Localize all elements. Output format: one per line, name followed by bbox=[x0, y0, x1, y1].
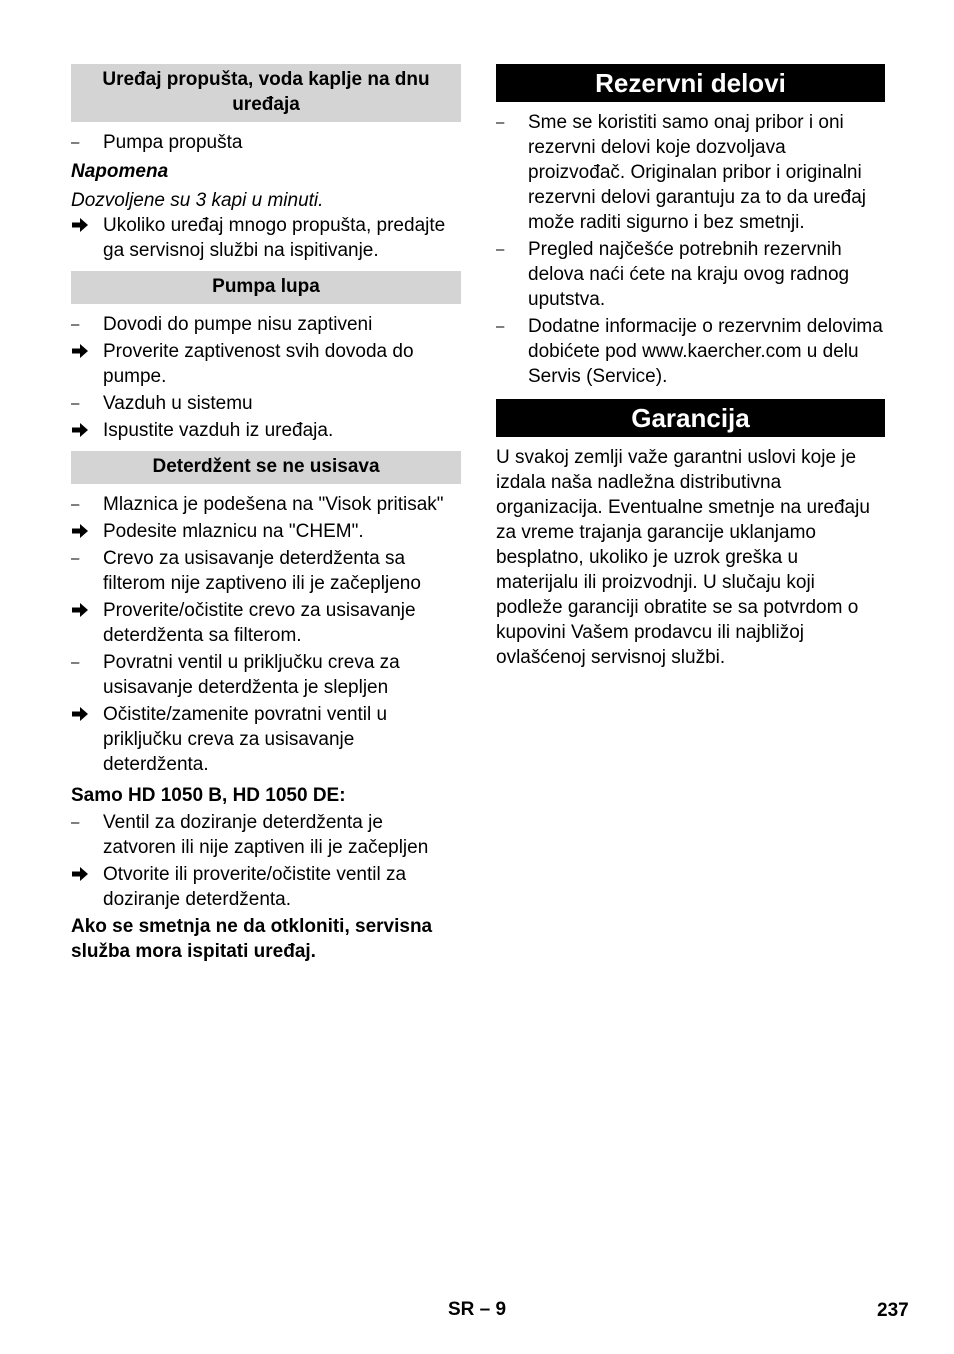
action-item bbox=[71, 598, 461, 648]
heading-leak: Uređaj propušta, voda kaplje na dnu uređaja bbox=[71, 64, 461, 122]
dash-marker: – bbox=[71, 395, 80, 412]
arrow-right-icon bbox=[71, 213, 99, 241]
cause-item bbox=[71, 810, 461, 860]
models-label: Samo HD 1050 B, HD 1050 DE: bbox=[71, 785, 346, 806]
dash-marker: – bbox=[496, 318, 505, 335]
arrow-right-icon bbox=[71, 598, 99, 626]
cause-text: Povratni ventil u priključku creva za usisavanje deterdženta je slepljen bbox=[103, 652, 400, 698]
cause-text: Ventil za doziranje deterdženta je zatvoren ili nije zaptiven ili je začepljen bbox=[103, 812, 429, 858]
action-text: Podesite mlaznicu na "CHEM". bbox=[103, 521, 364, 542]
arrow-right-icon bbox=[71, 418, 99, 446]
list-item bbox=[496, 237, 885, 312]
cause-text: Dovodi do pumpe nisu zaptiveni bbox=[103, 314, 373, 335]
list-item-text: Sme se koristiti samo onaj pribor i oni rezervni delovi koje dozvoljava proizvođač. Originalan pribor i originalni rezervni delovi garantuju za to da uređaj može raditi sigurno i bez smetnji. bbox=[528, 112, 866, 233]
cause-item bbox=[71, 130, 461, 155]
cause-item bbox=[71, 650, 461, 700]
dash-marker: – bbox=[71, 496, 80, 513]
cause-text: Crevo za usisavanje deterdženta sa filterom nije zaptiveno ili je začepljeno bbox=[103, 548, 421, 594]
footer-page-label: SR – 9 bbox=[448, 1299, 507, 1320]
action-text: Ispustite vazduh iz uređaja. bbox=[103, 420, 334, 441]
list-item-text: Pregled najčešće potrebnih rezervnih delova naći ćete na kraju ovog radnog uputstva. bbox=[528, 239, 850, 310]
action-text: Otvorite ili proverite/očistite ventil za doziranje deterdženta. bbox=[103, 864, 407, 910]
cause-item bbox=[71, 546, 461, 596]
cause-item bbox=[71, 391, 461, 416]
action-item bbox=[71, 418, 461, 443]
arrow-right-icon bbox=[71, 519, 99, 547]
list-item bbox=[496, 110, 885, 235]
cause-item bbox=[71, 492, 461, 517]
action-item bbox=[71, 519, 461, 544]
heading-spare-parts: Rezervni delovi bbox=[496, 64, 885, 102]
cause-text: Vazduh u sistemu bbox=[103, 393, 253, 414]
cause-text: Pumpa propušta bbox=[103, 132, 243, 153]
dash-marker: – bbox=[71, 316, 80, 333]
action-item bbox=[71, 213, 461, 263]
heading-pump-knocks: Pumpa lupa bbox=[71, 271, 461, 304]
action-item bbox=[71, 702, 461, 777]
cause-item bbox=[71, 312, 461, 337]
left-column bbox=[71, 64, 461, 964]
cause-text: Mlaznica je podešena na "Visok pritisak" bbox=[103, 494, 444, 515]
closing-note: Ako se smetnja ne da otkloniti, servisna služba mora ispitati uređaj. bbox=[71, 916, 433, 962]
dash-marker: – bbox=[71, 550, 80, 567]
note-text: Dozvoljene su 3 kapi u minuti. bbox=[71, 190, 324, 211]
warranty-text: U svakoj zemlji važe garantni uslovi koje je izdala naša nadležna distributivna organizacija. Eventualne smetnje na uređaju za vreme trajanja garancije uklanjamo besplatno, ukoliko je uzrok greška u materijalu ili proizvodnji. U slučaju koji podleže garanciji obratite se sa potvrdom o kupovini Vašem prodavcu ili najbližoj ovlašćenoj servisnoj službi. bbox=[496, 447, 870, 668]
right-column bbox=[496, 64, 885, 670]
action-text: Očistite/zamenite povratni ventil u priključku creva za usisavanje deterdženta. bbox=[103, 704, 388, 775]
footer-page-number: 237 bbox=[877, 1300, 909, 1321]
dash-marker: – bbox=[496, 114, 505, 131]
action-text: Ukoliko uređaj mnogo propušta, predajte ga servisnoj službi na ispitivanje. bbox=[103, 215, 446, 261]
arrow-right-icon bbox=[71, 702, 99, 730]
heading-warranty: Garancija bbox=[496, 399, 885, 437]
dash-marker: – bbox=[71, 654, 80, 671]
arrow-right-icon bbox=[71, 862, 99, 890]
action-item bbox=[71, 862, 461, 912]
dash-marker: – bbox=[71, 814, 80, 831]
action-item bbox=[71, 339, 461, 389]
note-title: Napomena bbox=[71, 161, 169, 182]
heading-detergent: Deterdžent se ne usisava bbox=[71, 451, 461, 484]
action-text: Proverite/očistite crevo za usisavanje deterdženta sa filterom. bbox=[103, 600, 416, 646]
dash-marker: – bbox=[71, 134, 80, 151]
action-text: Proverite zaptivenost svih dovoda do pumpe. bbox=[103, 341, 414, 387]
arrow-right-icon bbox=[71, 339, 99, 367]
dash-marker: – bbox=[496, 241, 505, 258]
list-item-text: Dodatne informacije o rezervnim delovima dobićete pod www.kaercher.com u delu Servis (Service). bbox=[528, 316, 883, 387]
list-item bbox=[496, 314, 885, 389]
